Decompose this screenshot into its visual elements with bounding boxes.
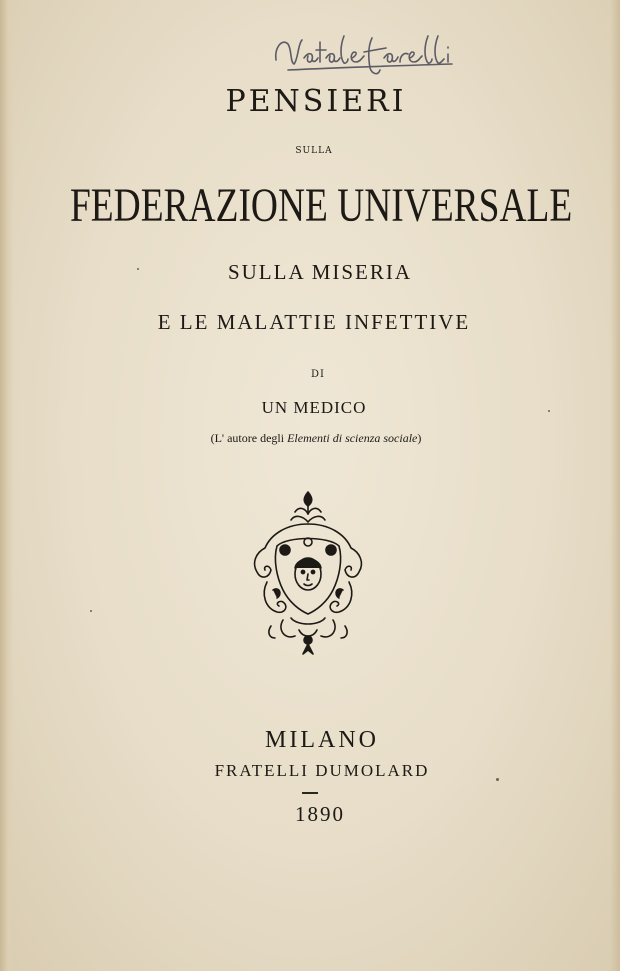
imprint-publisher: FRATELLI DUMOLARD — [214, 761, 430, 780]
paper-speck — [90, 610, 92, 612]
author-note-suffix: ) — [417, 431, 422, 445]
imprint-year: 1890 — [295, 802, 345, 826]
author-note-work: Elementi di scienza sociale — [287, 431, 418, 445]
imprint-rule — [302, 792, 318, 794]
printer-ornament-with-face-icon — [247, 490, 369, 658]
imprint-city: MILANO — [265, 727, 379, 753]
book-title: PENSIERI — [225, 84, 407, 119]
subtitle-line-1: SULLA MISERIA — [227, 260, 413, 284]
author-connector: DI — [311, 369, 325, 380]
author-note-prefix: (L' autore degli — [210, 431, 288, 445]
author-note — [0, 431, 620, 446]
subtitle-line-2: E LE MALATTIE INFETTIVE — [157, 310, 471, 334]
title-connector: SULLA — [295, 146, 333, 156]
author-name: UN MEDICO — [261, 398, 367, 417]
main-title: FEDERAZIONE UNIVERSALE — [69, 179, 573, 232]
handwritten-signature — [268, 30, 468, 80]
